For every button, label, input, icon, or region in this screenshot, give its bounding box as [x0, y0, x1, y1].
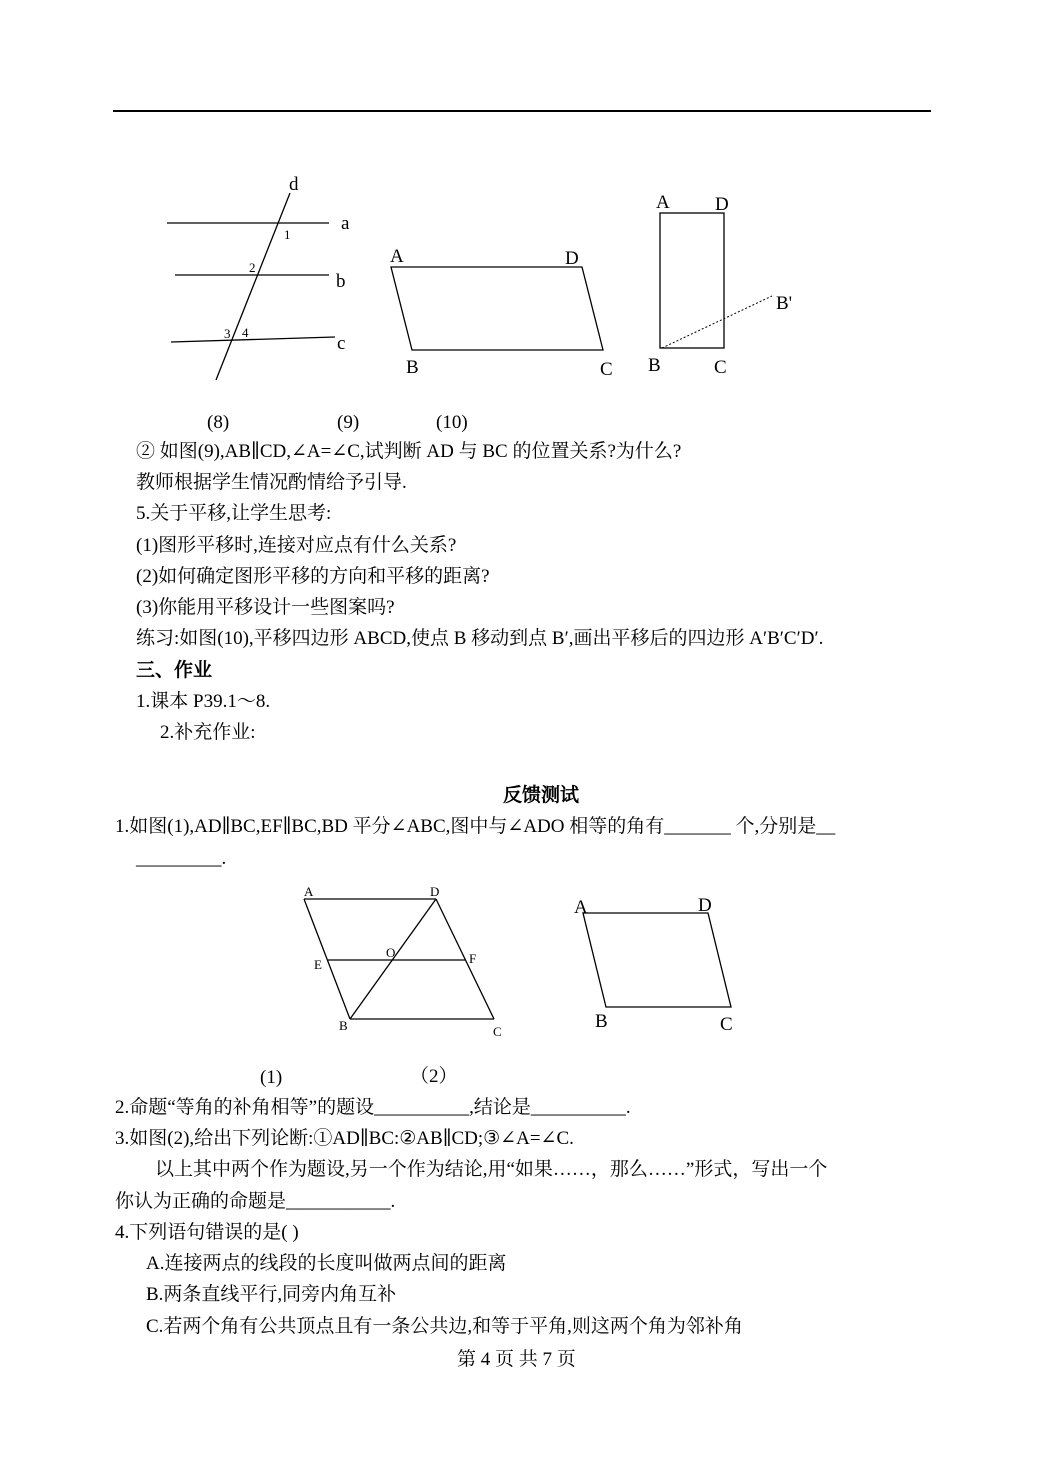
fig8-label-d: d [289, 174, 299, 195]
text-line-9: 1.课本 P39.1～8. [136, 691, 271, 712]
fig8-label-b: b [336, 271, 346, 292]
fig8-label-a: a [341, 213, 350, 234]
question-4-option-a: A.连接两点的线段的长度叫做两点间的距离 [146, 1253, 507, 1274]
text-line-10: 2.补充作业: [160, 722, 256, 743]
fig9-label-B: B [406, 357, 419, 378]
text-line-2: 教师根据学生情况酌情给予引导. [136, 472, 407, 493]
caption-1: (1) [260, 1067, 283, 1088]
question-3-line-2: 以上其中两个作为题设,另一个作为结论,用“如果……，那么……”形式，写出一个 [155, 1159, 828, 1180]
figure-1 [304, 899, 494, 1019]
section-heading-homework: 三、作业 [136, 660, 213, 681]
feedback-title: 反馈测试 [503, 785, 580, 806]
fig1-label-A: A [304, 884, 314, 899]
fig1-label-D: D [430, 884, 440, 899]
question-2: 2.命题“等角的补角相等”的题设__________,结论是__________. [115, 1097, 631, 1118]
fig1-DC [436, 899, 494, 1019]
fig9-label-C: C [600, 359, 613, 380]
fig8-label-c: c [337, 333, 346, 354]
fig2-label-A: A [574, 897, 588, 918]
question-3: 3.如图(2),给出下列论断:①AD∥BC:②AB∥CD;③∠A=∠C. [115, 1128, 574, 1149]
fig10-label-D: D [715, 194, 729, 215]
figure-2-parallelogram [583, 913, 731, 1007]
text-line-5: (2)如何确定图形平移的方向和平移的距离? [136, 566, 490, 587]
fig10-label-C: C [714, 357, 727, 378]
fig1-label-B: B [339, 1018, 348, 1033]
fig10-label-A: A [656, 192, 670, 213]
fig10-label-Bprime: B' [776, 293, 793, 314]
fig8-angle-4: 4 [242, 325, 249, 340]
caption-10: (10) [436, 412, 468, 433]
fig10-label-B: B [648, 355, 661, 376]
fig2-label-C: C [720, 1014, 733, 1035]
fig2-label-B: B [595, 1011, 608, 1032]
question-1-line-1: 1.如图(1),AD∥BC,EF∥BC,BD 平分∠ABC,图中与∠ADO 相等的角有_______ 个,分别是__ [115, 816, 836, 837]
fig1-label-F: F [469, 951, 477, 966]
text-line-7: 练习:如图(10),平移四边形 ABCD,使点 B 移动到点 B′,画出平移后的四边形 A′B′C′D′. [136, 628, 824, 649]
fig1-label-O: O [386, 945, 396, 960]
text-line-6: (3)你能用平移设计一些图案吗? [136, 597, 395, 618]
caption-2: （2） [410, 1066, 458, 1087]
fig8-angle-1: 1 [284, 227, 291, 242]
fig9-label-D: D [565, 248, 579, 269]
fig8-angle-2: 2 [249, 260, 256, 275]
fig1-AB [304, 899, 350, 1019]
caption-8: (8) [207, 412, 230, 433]
question-1-line-2: _________. [136, 848, 227, 869]
text-line-3: 5.关于平移,让学生思考: [136, 503, 332, 524]
text-line-4: (1)图形平移时,连接对应点有什么关系? [136, 535, 457, 556]
text-line-1: ② 如图(9),AB∥CD,∠A=∠C,试判断 AD 与 BC 的位置关系?为什么? [136, 441, 682, 462]
caption-9: (9) [337, 412, 360, 433]
fig1-label-E: E [314, 957, 322, 972]
fig1-label-C: C [493, 1024, 502, 1039]
fig8-angle-3: 3 [224, 326, 231, 341]
question-3-line-3: 你认为正确的命题是___________. [115, 1191, 396, 1212]
question-4-option-b: B.两条直线平行,同旁内角互补 [146, 1284, 397, 1305]
page-footer: 第 4 页 共 7 页 [457, 1349, 576, 1370]
fig9-label-A: A [390, 246, 404, 267]
fig2-label-D: D [698, 895, 712, 916]
question-4: 4.下列语句错误的是( ) [115, 1222, 299, 1243]
question-4-option-c: C.若两个角有公共顶点且有一条公共边,和等于平角,则这两个角为邻补角 [146, 1316, 743, 1337]
